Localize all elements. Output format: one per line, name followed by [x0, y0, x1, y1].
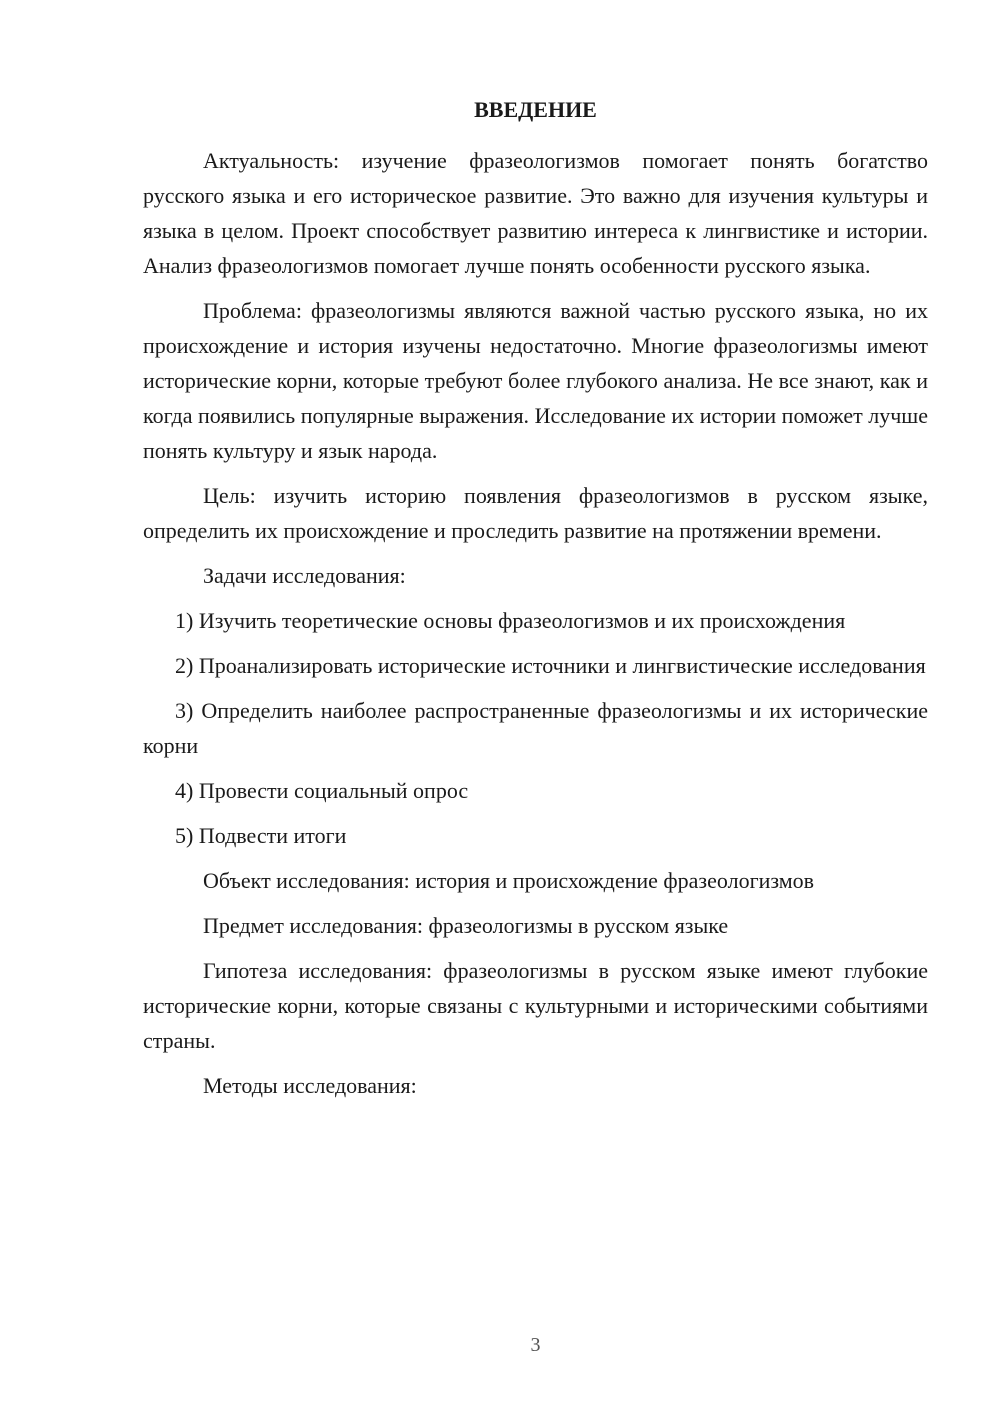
list-item-task-2: 2) Проанализировать исторические источники и лингвистические исследования [175, 653, 926, 678]
methods-heading: Методы исследования: [203, 1073, 417, 1098]
list-item-task-5: 5) Подвести итоги [175, 823, 347, 848]
paragraph-object: Объект исследования: история и происхождение фразеологизмов [203, 868, 815, 893]
paragraph-subject: Предмет исследования: фразеологизмы в русском языке [203, 913, 729, 938]
page-title: ВВЕДЕНИЕ [474, 97, 597, 122]
document-body [143, 143, 928, 1113]
list-item-task-3: 3) Определить наиболее распространенные фразеологизмы и их исторические корни [143, 698, 928, 758]
tasks-heading: Задачи исследования: [203, 563, 406, 588]
page-number: 3 [530, 1334, 541, 1356]
document-page [143, 0, 928, 1414]
paragraph-hypothesis: Гипотеза исследования: фразеологизмы в русском языке имеют глубокие исторические корни, которые связаны с культурными и историческими событиями страны. [143, 958, 928, 1053]
paragraph-goal: Цель: изучить историю появления фразеологизмов в русском языке, определить их происхождение и проследить развитие на протяжении времени. [143, 483, 928, 543]
paragraph-relevance: Актуальность: изучение фразеологизмов помогает понять богатство русского языка и его историческое развитие. Это важно для изучения культуры и языка в целом. Проект способствует развитию интереса к лингвистике и истории. Анализ фразеологизмов помогает лучше понять особенности русского языка. [143, 148, 928, 278]
list-item-task-4: 4) Провести социальный опрос [175, 778, 469, 803]
list-item-task-1: 1) Изучить теоретические основы фразеологизмов и их происхождения [175, 608, 846, 633]
paragraph-problem: Проблема: фразеологизмы являются важной частью русского языка, но их происхождение и история изучены недостаточно. Многие фразеологизмы имеют исторические корни, которые требуют более глубокого анализа. Не все знают, как и когда появились популярные выражения. Исследование их истории поможет лучше понять культуру и язык народа. [143, 298, 928, 463]
